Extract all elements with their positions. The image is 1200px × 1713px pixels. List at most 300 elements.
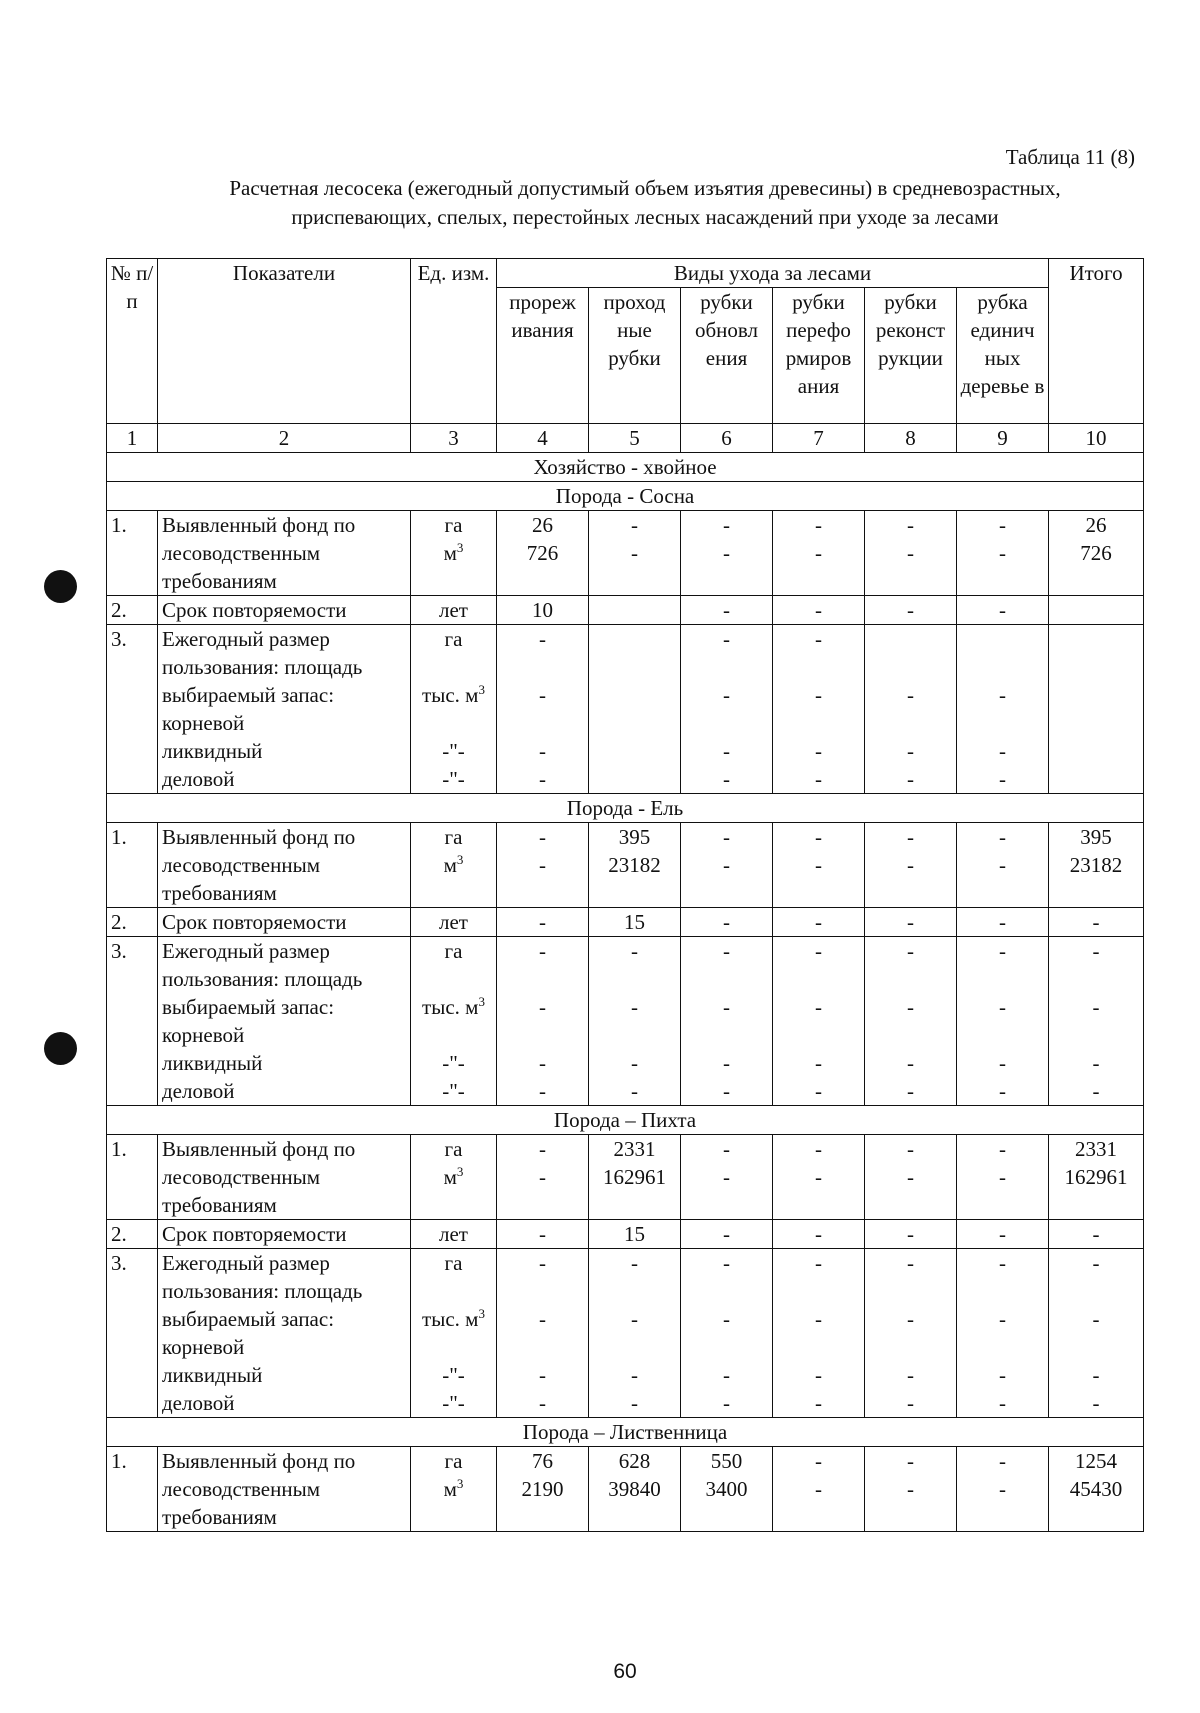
punch-hole [44,1032,77,1065]
value-cell-line: - [907,1363,914,1387]
punch-hole [44,570,77,603]
value-cell [589,1447,681,1532]
page-number: 60 [613,1660,637,1683]
value-cell [589,596,681,625]
value-cell [497,937,589,1106]
value-cell [589,823,681,908]
superscript: 3 [456,1164,464,1179]
subheader-thinning: прореж ивания [497,288,589,424]
column-number: 7 [773,424,865,453]
total-cell-line: - [1092,1251,1100,1275]
value-cell [497,1447,589,1532]
data-row [107,1135,1144,1220]
header-total: Итого [1049,259,1144,424]
value-cell [957,1447,1049,1532]
unit-cell-line: $м^3$ [443,1476,464,1501]
indicator-cell-line: лесоводственным [162,1165,320,1189]
value-cell-line [867,653,954,681]
value-cell-line: - [631,1391,638,1415]
value-cell-line: - [907,1051,914,1075]
total-cell-line [1051,965,1141,993]
value-cell [773,1135,865,1220]
value-cell-line: - [999,1222,1007,1246]
data-row [107,908,1144,937]
value-cell-line: - [907,598,914,622]
value-cell-line: - [815,1165,822,1189]
value-cell-line: - [815,1307,822,1331]
indicator-cell [158,625,411,794]
value-cell-line [683,1021,770,1049]
unit-cell-line: тыс. $м^3$ [422,1306,485,1331]
unit-cell [411,1220,497,1249]
value-cell-line: - [631,1251,638,1275]
indicator-cell-line: требованиям [162,1193,277,1217]
value-cell-line: 39840 [608,1477,661,1501]
total-cell-line [1051,1277,1141,1305]
total-cell-line [1051,1333,1141,1361]
indicator-cell-line: Срок повторяемости [162,1222,347,1246]
value-cell-line [867,1277,954,1305]
value-cell [773,511,865,596]
unit-cell-line: га [444,1251,463,1275]
data-row [107,625,1144,794]
value-cell [589,1249,681,1418]
row-number: 3. [107,937,158,1106]
value-cell-line: - [723,541,730,565]
subheader-passage-cutting: проход ные рубки [589,288,681,424]
value-cell-line [499,1021,586,1049]
value-cell-line [775,1021,862,1049]
value-cell-line [959,709,1046,737]
value-cell [957,625,1049,794]
value-cell-line [591,1277,678,1305]
value-cell-line: - [815,1137,822,1161]
value-cell-line [683,965,770,993]
value-cell-line: - [907,1251,914,1275]
value-cell-line: - [539,1307,546,1331]
unit-cell-line [413,1277,494,1305]
value-cell-line: - [815,1477,822,1501]
unit-cell-line: -"- [442,1079,465,1103]
value-cell [681,908,773,937]
value-cell-line: - [539,683,546,707]
value-cell [681,937,773,1106]
value-cell-line: - [723,1137,730,1161]
value-cell [589,1220,681,1249]
value-cell-line: - [907,1165,914,1189]
value-cell-line [499,1333,586,1361]
species-row [107,482,1144,511]
value-cell [681,625,773,794]
species-row [107,794,1144,823]
value-cell-line: - [815,541,822,565]
indicator-cell-line: выбираемый запас: [162,683,335,707]
value-cell-line: - [539,1051,546,1075]
value-cell [773,1249,865,1418]
value-cell-line: - [999,1251,1007,1275]
unit-cell-line: $м^3$ [443,540,464,565]
value-cell-line: - [723,513,730,537]
value-cell [865,625,957,794]
column-number: 5 [589,424,681,453]
value-cell [773,1220,865,1249]
total-cell-line [1051,653,1141,681]
indicator-cell-line: ликвидный [162,739,263,763]
value-cell-line: 10 [532,598,553,622]
value-cell-line: - [631,995,638,1019]
subheader-reconstruction-cutting: рубки реконст рукции [865,288,957,424]
value-cell-line: - [815,627,822,651]
value-cell-line: - [815,910,822,934]
value-cell [773,1447,865,1532]
total-cell-line [1051,596,1141,624]
value-cell [589,625,681,794]
value-cell-line: - [907,825,914,849]
species-title: Порода - Сосна [107,482,1144,511]
total-cell-line: - [1092,1079,1100,1103]
unit-cell-line: $м^3$ [443,1164,464,1189]
value-cell-line: - [631,939,638,963]
value-cell [865,1135,957,1220]
value-cell-line: - [631,1307,638,1331]
value-cell-line: - [723,1307,730,1331]
value-cell-line: 628 [618,1449,651,1473]
value-cell-line: - [907,767,914,791]
value-cell-line: - [723,1251,730,1275]
value-cell-line: 162961 [603,1165,666,1189]
value-cell-line: - [815,739,822,763]
value-cell [681,1447,773,1532]
value-cell-line: - [999,825,1007,849]
unit-cell-line: лет [439,598,468,622]
value-cell [681,1249,773,1418]
value-cell-line: - [539,1363,546,1387]
indicator-cell [158,1135,411,1220]
indicator-cell [158,908,411,937]
value-cell-line: 26 [532,513,553,537]
total-cell [1049,908,1144,937]
indicator-cell-line: Выявленный фонд по [162,1137,356,1161]
unit-cell-line [413,1333,494,1361]
indicator-cell [158,1249,411,1418]
row-number: 1. [107,1135,158,1220]
total-cell-line: - [1092,910,1100,934]
total-cell-line [1051,681,1141,709]
unit-cell [411,511,497,596]
value-cell-line: - [999,1137,1007,1161]
value-cell-line: - [723,1391,730,1415]
data-row [107,1249,1144,1418]
farm-row [107,453,1144,482]
superscript: 3 [478,994,485,1009]
value-cell-line: - [723,1165,730,1189]
value-cell-line [499,965,586,993]
value-cell-line: - [723,910,730,934]
value-cell-line: - [815,598,822,622]
total-cell [1049,1447,1144,1532]
total-cell-line: 2331 [1075,1137,1118,1161]
value-cell-line: 15 [624,910,645,934]
farm-title: Хозяйство - хвойное [107,453,1144,482]
header-unit: Ед. изм. [411,259,497,424]
indicator-cell-line: Срок повторяемости [162,910,347,934]
value-cell-line [959,1277,1046,1305]
value-cell-line: - [815,995,822,1019]
value-cell-line: - [723,739,730,763]
value-cell-line: - [999,1165,1007,1189]
indicator-cell-line: ликвидный [162,1363,263,1387]
unit-cell [411,908,497,937]
value-cell-line [499,1277,586,1305]
total-cell-line [1051,709,1141,737]
title-line-1: Расчетная лесосека (ежегодный допустимый объем изъятия древесины) в средневозрастных, [229,176,1061,200]
indicator-cell-line: деловой [162,1079,235,1103]
header-indicators: Показатели [158,259,411,424]
value-cell-line: - [723,1079,730,1103]
indicator-cell-line: деловой [162,1391,235,1415]
value-cell-line: - [631,541,638,565]
value-cell [957,823,1049,908]
value-cell-line [591,596,678,624]
unit-cell-line: тыс. $м^3$ [422,994,485,1019]
data-row [107,1220,1144,1249]
indicator-cell-line: деловой [162,767,235,791]
indicator-cell-line: пользования: площадь [162,655,363,679]
total-cell [1049,1249,1144,1418]
value-cell-line: - [907,1449,914,1473]
unit-cell-line: -"- [442,1391,465,1415]
value-cell-line [959,965,1046,993]
value-cell [497,625,589,794]
document-title [150,174,1140,232]
value-cell-line: - [815,1391,822,1415]
value-cell-line: - [999,739,1007,763]
row-number: 1. [107,511,158,596]
value-cell-line: - [539,1165,546,1189]
indicator-cell-line: лесоводственным [162,853,320,877]
value-cell [589,1135,681,1220]
value-cell-line: 395 [618,825,651,849]
value-cell-line: - [999,1363,1007,1387]
value-cell-line: - [815,513,822,537]
value-cell-line: - [815,825,822,849]
unit-cell-line: га [444,513,463,537]
value-cell-line: - [539,627,546,651]
superscript: 3 [456,1476,464,1491]
value-cell-line: - [539,939,546,963]
superscript: 3 [478,682,485,697]
value-cell [681,1220,773,1249]
indicator-cell-line: лесоводственным [162,1477,320,1501]
indicator-cell [158,511,411,596]
unit-cell-line: га [444,1449,463,1473]
value-cell-line: - [815,853,822,877]
value-cell-line [591,709,678,737]
value-cell-line: - [815,1222,822,1246]
value-cell-line: - [907,513,914,537]
species-row [107,1418,1144,1447]
value-cell [497,511,589,596]
title-line-2: приспевающих, спелых, перестойных лесных насаждений при уходе за лесами [291,205,999,229]
value-cell [865,511,957,596]
value-cell-line: - [999,995,1007,1019]
total-cell-line [1051,625,1141,653]
indicator-cell-line: Ежегодный размер [162,939,330,963]
value-cell-line: - [539,1137,546,1161]
indicator-cell-line: лесоводственным [162,541,320,565]
total-cell-line: 26 [1085,513,1107,537]
unit-cell-line: га [444,939,463,963]
indicator-cell-line: Срок повторяемости [162,598,347,622]
value-cell-line [867,965,954,993]
value-cell-line: - [907,739,914,763]
value-cell-line [959,625,1046,653]
value-cell-line: - [723,598,730,622]
value-cell [497,823,589,908]
value-cell [497,1135,589,1220]
unit-cell [411,596,497,625]
indicator-cell-line: Ежегодный размер [162,627,330,651]
indicator-cell-line: ликвидный [162,1051,263,1075]
species-row [107,1106,1144,1135]
indicator-cell-line: требованиям [162,881,277,905]
value-cell-line: 76 [532,1449,553,1473]
value-cell-line: - [815,939,822,963]
total-cell [1049,823,1144,908]
value-cell [957,1135,1049,1220]
total-cell-line: 395 [1080,825,1112,849]
value-cell-line: - [539,1251,546,1275]
value-cell-line: - [815,1079,822,1103]
total-cell-line: - [1092,995,1100,1019]
row-number: 1. [107,823,158,908]
value-cell-line [683,1277,770,1305]
value-cell-line: - [723,767,730,791]
value-cell-line: - [999,1391,1007,1415]
unit-cell-line: -"- [442,1363,465,1387]
value-cell [773,823,865,908]
indicator-cell-line: корневой [162,1023,245,1047]
indicator-cell-line: требованиям [162,1505,277,1529]
table-number: Таблица 11 (8) [1005,145,1135,169]
value-cell [773,625,865,794]
value-cell-line: - [999,1307,1007,1331]
value-cell-line [959,653,1046,681]
total-cell-line [1051,1021,1141,1049]
value-cell [957,596,1049,625]
indicator-cell-line: Выявленный фонд по [162,513,356,537]
value-cell [773,596,865,625]
unit-cell [411,625,497,794]
total-cell-line: 1254 [1075,1449,1118,1473]
value-cell-line: - [539,853,546,877]
value-cell-line: 15 [624,1222,645,1246]
unit-cell-line: га [444,1137,463,1161]
data-row [107,823,1144,908]
value-cell-line: - [907,1477,914,1501]
value-cell-line: - [907,1307,914,1331]
value-cell-line: - [631,1051,638,1075]
value-cell-line [591,965,678,993]
column-number: 9 [957,424,1049,453]
species-title: Порода – Лиственница [107,1418,1144,1447]
value-cell [865,1220,957,1249]
total-cell [1049,596,1144,625]
value-cell [957,1249,1049,1418]
superscript: 3 [456,540,464,555]
total-cell-line: - [1092,1307,1100,1331]
value-cell-line [591,737,678,765]
value-cell-line: 3400 [705,1477,748,1501]
value-cell [681,823,773,908]
value-cell-line: - [999,939,1007,963]
value-cell-line: - [907,910,914,934]
value-cell-line: - [815,767,822,791]
row-number: 2. [107,908,158,937]
value-cell-line [683,653,770,681]
data-row [107,596,1144,625]
total-cell [1049,937,1144,1106]
value-cell [497,1249,589,1418]
value-cell [681,596,773,625]
value-cell-line: - [539,910,546,934]
value-cell-line [867,1333,954,1361]
value-cell-line [775,1333,862,1361]
header-care-types: Виды ухода за лесами [497,259,1049,288]
header-num: № п/п [107,259,158,424]
data-row [107,1447,1144,1532]
value-cell-line [959,1333,1046,1361]
unit-cell [411,1447,497,1532]
unit-cell-line: тыс. $м^3$ [422,682,485,707]
value-cell-line: - [723,995,730,1019]
value-cell [957,511,1049,596]
value-cell-line: - [723,939,730,963]
indicator-cell [158,1220,411,1249]
indicator-cell [158,937,411,1106]
data-row [107,937,1144,1106]
value-cell-line: - [815,683,822,707]
value-cell [773,908,865,937]
row-number: 1. [107,1447,158,1532]
value-cell-line: - [815,1051,822,1075]
row-number: 2. [107,1220,158,1249]
unit-cell-line [413,653,494,681]
value-cell-line: - [723,825,730,849]
allowable-cut-table [106,258,1144,1532]
value-cell-line: 2190 [521,1477,564,1501]
value-cell-line [591,653,678,681]
unit-cell-line: лет [439,910,468,934]
total-cell [1049,511,1144,596]
unit-cell [411,1135,497,1220]
value-cell-line: - [999,1051,1007,1075]
value-cell-line [775,965,862,993]
value-cell-line: - [815,1251,822,1275]
value-cell-line [867,1021,954,1049]
column-number: 4 [497,424,589,453]
indicator-cell [158,596,411,625]
value-cell [865,1249,957,1418]
unit-cell-line: -"- [442,739,465,763]
value-cell-line [775,709,862,737]
value-cell-line [959,1021,1046,1049]
value-cell-line: - [723,853,730,877]
value-cell-line: - [999,767,1007,791]
value-cell-line: - [999,1477,1007,1501]
value-cell-line: - [999,910,1007,934]
indicator-cell-line: корневой [162,711,245,735]
